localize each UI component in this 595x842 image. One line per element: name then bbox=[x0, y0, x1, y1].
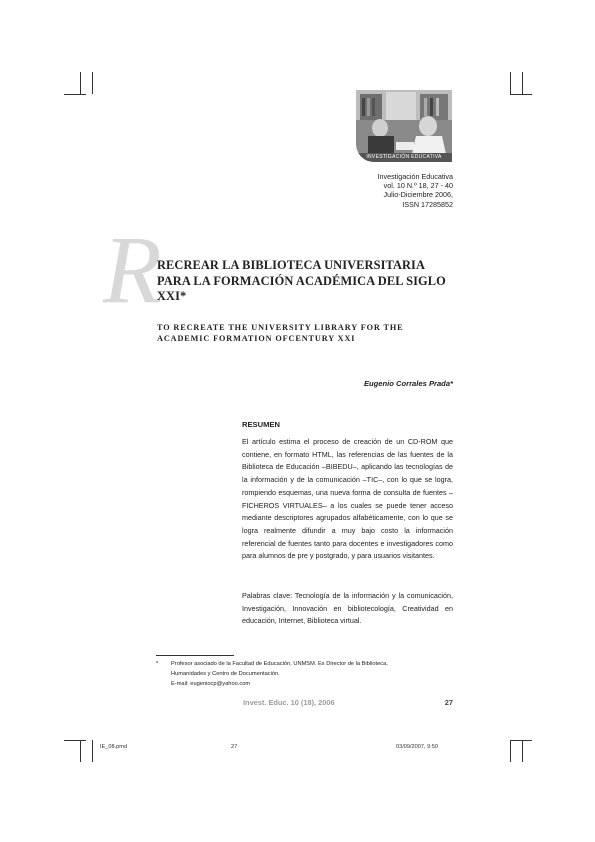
library-students-image bbox=[356, 90, 452, 162]
title-line: RECREAR LA BIBLIOTECA UNIVERSITARIA bbox=[157, 258, 426, 272]
slug-page: 27 bbox=[231, 744, 238, 750]
footnote-rule bbox=[156, 655, 234, 656]
footnote-email: E-mail: eugeniocp@yahoo.com bbox=[171, 681, 251, 688]
crop-mark bbox=[522, 740, 523, 762]
article-title bbox=[157, 258, 457, 305]
title-line: PARA LA FORMACIÓN ACADÉMICA DEL SIGLO bbox=[157, 273, 446, 288]
keywords-text: Palabras clave: Tecnología de la información y la comunicación, Investigación, Innovación en bibliotecología, Creatividad en educación, Internet, Biblioteca virtual. bbox=[242, 591, 453, 626]
header-photo bbox=[356, 90, 452, 162]
author-name: Eugenio Corrales Prada* bbox=[363, 379, 453, 388]
abstract-heading: RESUMEN bbox=[242, 420, 280, 429]
crop-mark bbox=[64, 94, 86, 95]
english-title bbox=[157, 322, 453, 344]
crop-mark bbox=[80, 72, 81, 94]
crop-mark bbox=[510, 72, 511, 94]
crop-mark bbox=[64, 740, 86, 741]
slug-date: 03/09/2007, 9:50 bbox=[396, 744, 438, 750]
crop-mark bbox=[510, 94, 532, 95]
abstract-text: El artículo estima el proceso de creación de un CD-ROM que contiene, en formato HTML, las referencias de las fuentes de la Biblioteca de Educación –BIBEDU–, aplicando las tecnologías de la información y de la comunicación –TIC–, con lo que se logra, rompiendo esquemas, una nueva forma de consulta de fuentes –FICHEROS VIRTUALES– a los cuales se puede tener acceso mediante descriptores agrupados alfabéticamente, con lo que se logra realmente difundir a muy bajo costo la información referencial de fuentes tanto para docentes e investigadores como para alumnos de pre y postgrado, y para usuarios visitantes. bbox=[242, 437, 453, 561]
issue-date: Julio-Diciembre 2006, bbox=[383, 190, 453, 200]
crop-mark bbox=[92, 740, 93, 762]
journal-name: Investigación Educativa bbox=[377, 172, 453, 181]
crop-mark bbox=[510, 740, 532, 741]
footnote-line: Humanidades y Centro de Documentación. bbox=[171, 671, 280, 678]
crop-mark bbox=[522, 72, 523, 94]
crop-mark bbox=[80, 740, 81, 762]
decorative-initial: R bbox=[103, 216, 162, 323]
crop-mark bbox=[510, 740, 511, 762]
footnote bbox=[156, 659, 453, 690]
slug-filename: IE_08.pmd bbox=[100, 744, 128, 750]
publication-metadata bbox=[293, 172, 453, 209]
footnote-marker: * bbox=[156, 661, 159, 667]
issn: ISSN 17285852 bbox=[402, 199, 453, 209]
crop-mark bbox=[92, 72, 93, 94]
photo-caption: INVESTIGACIÓN EDUCATIVA bbox=[366, 154, 442, 160]
english-title-line: TO RECREATE THE UNIVERSITY LIBRARY FOR THE bbox=[157, 323, 404, 332]
title-line: XXI* bbox=[157, 289, 187, 303]
english-title-line: ACADEMIC FORMATION OFCENTURY XXI bbox=[157, 334, 356, 344]
footnote-line: Profesor asociado de la Facultad de Educación, UNMSM. Ex Director de la Biblioteca, bbox=[171, 661, 388, 667]
page-number: 27 bbox=[444, 698, 453, 707]
volume-info: vol. 10 N.º 18, 27 - 40 bbox=[383, 181, 453, 191]
running-footer: Invest. Educ. 10 (18), 2006 bbox=[243, 698, 335, 707]
